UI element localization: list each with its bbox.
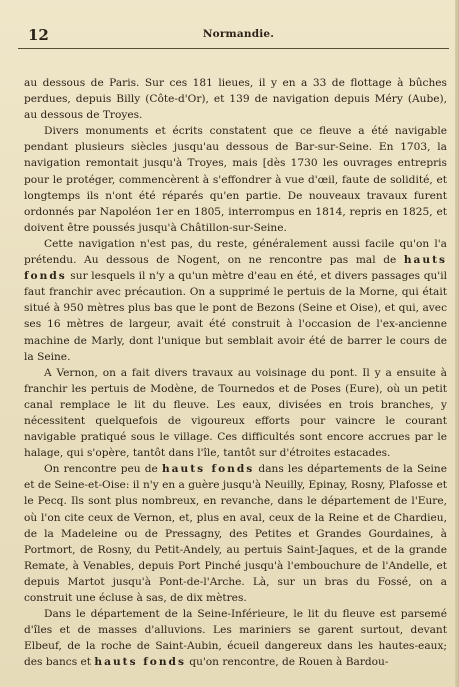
page-header xyxy=(28,26,449,46)
text-run: Divers monuments et écrits constatent que ce fleuve a été navigable pendant plusieurs siècles jusqu'au dessous de Bar-sur-Seine. En 1703, la navigation remontait jusqu'à Troyes, mais [dès 1730 les ouvrages entrepris pour le protéger, commencèrent à s'effondrer à vue d'œil, faute de solidité, et longtemps ils n'ont été réparés qu'en partie. De nouveaux travaux furent ordonnés par Napoléon 1er en 1805, interrompus en 1814, repris en 1825, et doivent être poussés jusqu'à Châtillon-sur-Seine. xyxy=(24,125,447,234)
header-rule xyxy=(18,48,449,49)
emphasized-term: hauts fonds xyxy=(24,254,447,283)
text-run: au dessous de Paris. Sur ces 181 lieues, il y en a 33 de flottage à bûches perdues, depuis Billy (Côte-d'Or), et 139 de navigation depuis Méry (Aube), au dessous de Troyes. xyxy=(24,77,447,122)
paragraph xyxy=(24,75,447,123)
text-run: On rencontre peu de xyxy=(44,463,162,476)
text-run: dans les départements de la Seine et de Seine-et-Oise: il n'y en a guère jusqu'à Neuilly, Epinay, Rosny, Plafosse et le Pecq. Ils sont plus nombreux, en revanche, dans le département de l'Eure, où l'on cite ceux de Vernon, et, plus en aval, ceux de la Reine et de Chardieu, de la Madeleine ou de Pressagny, des Petites et Grandes Gourdaines, à Portmort, de Rosny, du Petit-Andely, au pertuis Saint-Jaques, et de la grande Remate, à Venables, depuis Port Pinché jusqu'à l'embouchure de l'Andelle, et depuis Martot jusqu'à Pont-de-l'Arche. Là, sur un bras du Fossé, on a construit une écluse à sas, de dix mètres. xyxy=(24,463,447,604)
paragraph xyxy=(24,236,447,365)
page-number: 12 xyxy=(28,26,49,44)
text-run: A Vernon, on a fait divers travaux au voisinage du pont. Il y a ensuite à franchir les pertuis de Modène, de Tournedos et de Poses (Eure), où un petit canal remplace le lit du fleuve. Les eaux, divisées en trois branches, y nécessitent quelquefois de vigoureux efforts pour vaincre le courant navigable pratiqué sous le village. Ces difficultés sont encore accrues par le halage, qui s'opère, tantôt dans l'île, tantôt sur d'étroites estacades. xyxy=(24,366,447,460)
body-text xyxy=(24,75,447,670)
paragraph xyxy=(24,606,447,670)
paragraph xyxy=(24,365,447,462)
paragraph xyxy=(24,123,447,236)
text-run: Cette navigation n'est pas, du reste, généralement aussi facile qu'on l'a prétendu. Au dessous de Nogent, on ne rencontre pas mal de xyxy=(24,237,447,267)
paragraph xyxy=(24,461,447,606)
text-run: Dans le département de la Seine-Inférieure, le lit du fleuve est parsemé d'îles et de masses d'alluvions. Les mariniers se garent surtout, devant Elbeuf, de la roche de Saint-Aubin, écueil dangereux dans les hautes-eaux; des bancs et xyxy=(24,608,447,669)
text-run: sur lesquels il n'y a qu'un mètre d'eau en été, et divers passages qu'il faut franchir avec précaution. On a supprimé le pertuis de la Morne, qui était situé à 950 mètres plus bas que le pont de Bezons (Seine et Oise), et qui, avec ses 16 mètres de largeur, avait été construit à l'occasion de l'ex-ancienne machine de Marly, dont l'unique but semblait avoir été de barrer le cours de la Seine. xyxy=(24,270,447,363)
page-edge xyxy=(455,0,459,687)
emphasized-term: hauts fonds xyxy=(161,463,255,476)
text-run: qu'on rencontre, de Rouen à Bardou- xyxy=(185,656,389,669)
emphasized-term: hauts fonds xyxy=(94,656,186,669)
running-title: Normandie. xyxy=(202,28,275,40)
